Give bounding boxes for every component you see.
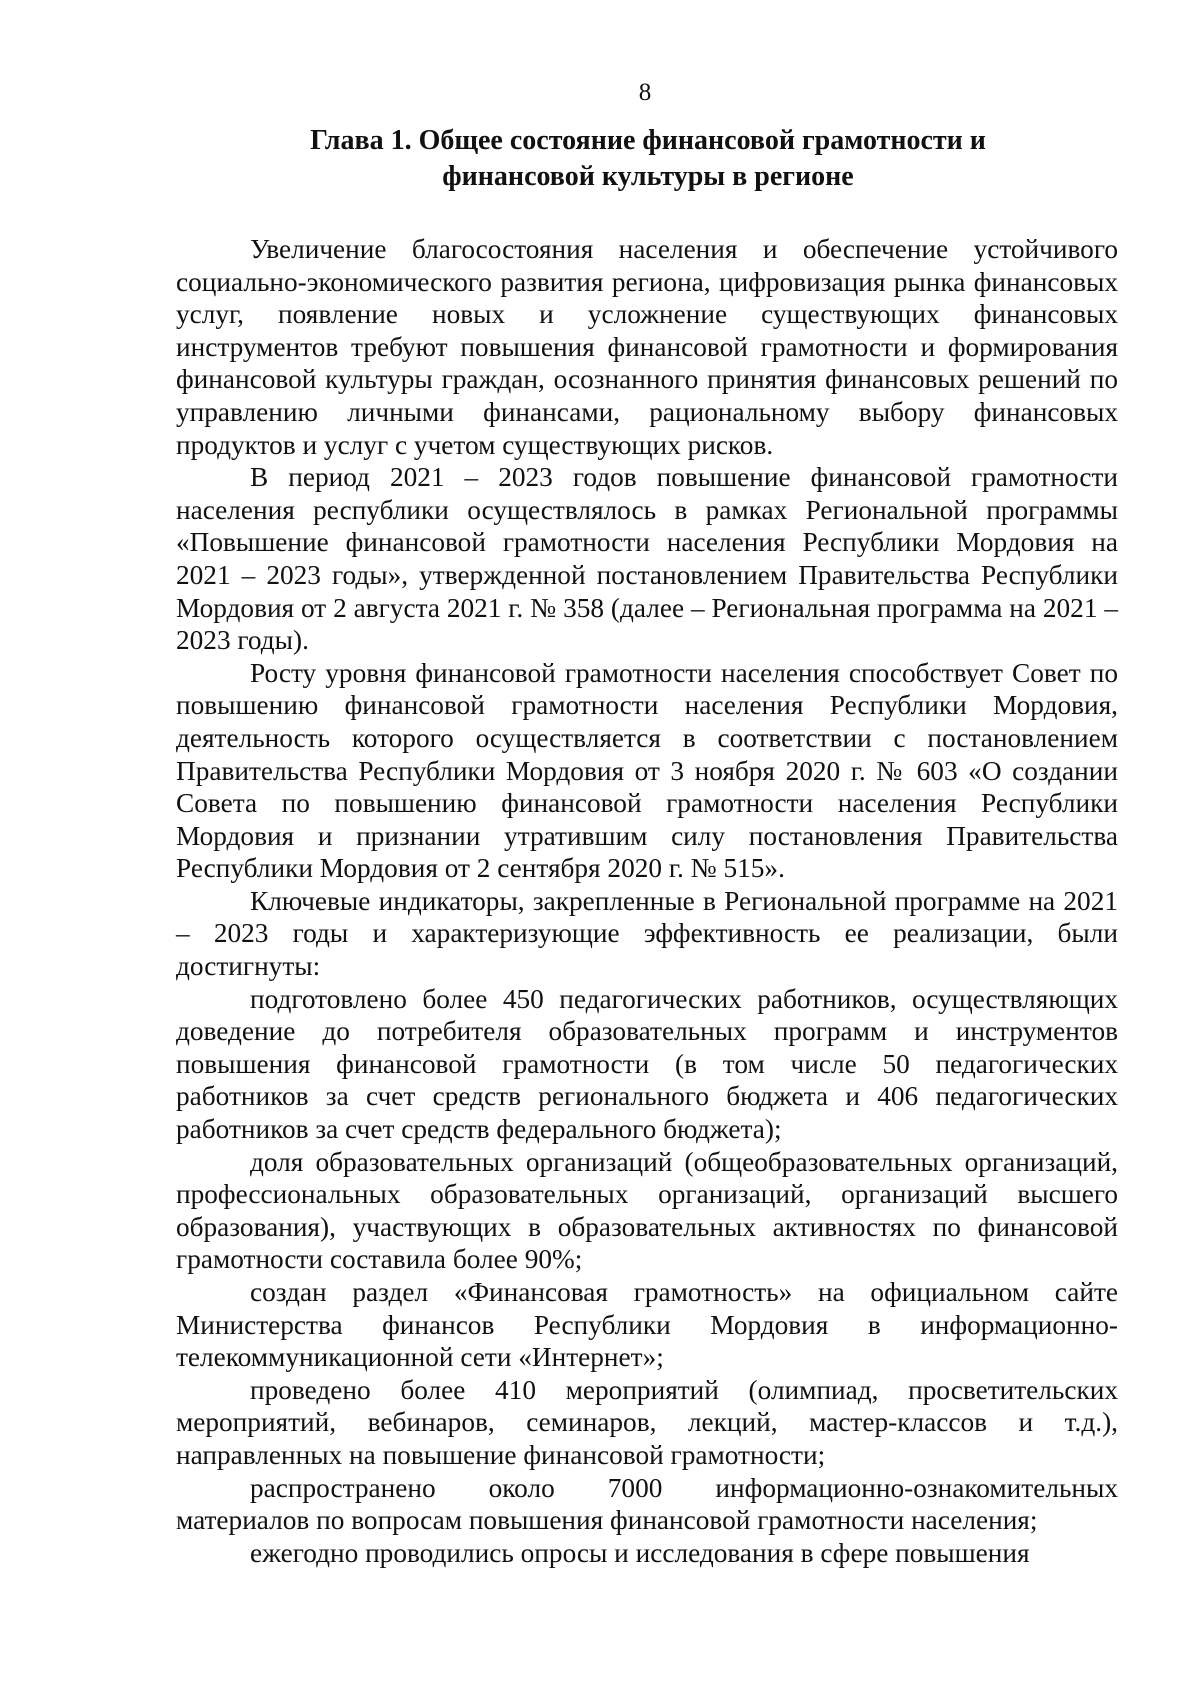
paragraph-key-indicators: Ключевые индикаторы, закрепленные в Региональной программе на 2021 – 2023 годы и характеризующие эффективность ее реализации, были достигнуты: (176, 885, 1118, 982)
list-item-materials-distributed: распространено около 7000 информационно-ознакомительных материалов по вопросам повышения финансовой грамотности населения; (176, 1472, 1118, 1536)
page-number: 8 (638, 79, 652, 106)
list-item-surveys: ежегодно проводились опросы и исследования в сфере повышения (250, 1537, 1030, 1568)
list-item-organizations-share: доля образовательных организаций (общеобразовательных организаций, профессиональных образовательных организаций, организаций высшего образования), участвующих в образовательных активностях по финансовой грамотности составила более 90%; (176, 1146, 1118, 1275)
chapter-title (180, 123, 1116, 195)
chapter-title-line-2: финансовой культуры в регионе (442, 161, 854, 192)
body-text (176, 233, 1118, 1569)
chapter-title-line-1: Глава 1. Общее состояние финансовой грамотности и (310, 125, 986, 156)
list-item-teachers-trained: подготовлено более 450 педагогических работников, осуществляющих доведение до потребителя образовательных программ и инструментов повышения финансовой грамотности (в том числе 50 педагогических работников за счет средств регионального бюджета и 406 педагогических работников за счет средств федерального бюджета); (176, 983, 1118, 1145)
paragraph-regional-program: В период 2021 – 2023 годов повышение финансовой грамотности населения республики осуществлялось в рамках Региональной программы «Повышение финансовой грамотности населения Республики Мордовия на 2021 – 2023 годы», утвержденной постановлением Правительства Республики Мордовия от 2 августа 2021 г. № 358 (далее – Региональная программа на 2021 – 2023 годы). (176, 462, 1118, 656)
list-item-website-section: создан раздел «Финансовая грамотность» на официальном сайте Министерства финансов Республики Мордовия в информационно-телекоммуникационной сети «Интернет»; (176, 1277, 1118, 1373)
list-item-events-held: проведено более 410 мероприятий (олимпиад, просветительских мероприятий, вебинаров, семинаров, лекций, мастер-классов и т.д.), направленных на повышение финансовой грамотности; (176, 1374, 1118, 1470)
paragraph-council: Росту уровня финансовой грамотности населения способствует Совет по повышению финансовой грамотности населения Республики Мордовия, деятельность которого осуществляется в соответствии с постановлением Правительства Республики Мордовия от 3 ноября 2020 г. № 603 «О создании Совета по повышению финансовой грамотности населения Республики Мордовия и признании утратившим силу постановления Правительства Республики Мордовия от 2 сентября 2020 г. № 515». (176, 657, 1118, 884)
paragraph-intro: Увеличение благосостояния населения и обеспечение устойчивого социально-экономического развития региона, цифровизация рынка финансовых услуг, появление новых и усложнение существующих финансовых инструментов требуют повышения финансовой грамотности и формирования финансовой культуры граждан, осознанного принятия финансовых решений по управлению личными финансами, рациональному выбору финансовых продуктов и услуг с учетом существующих рисков. (176, 234, 1118, 460)
